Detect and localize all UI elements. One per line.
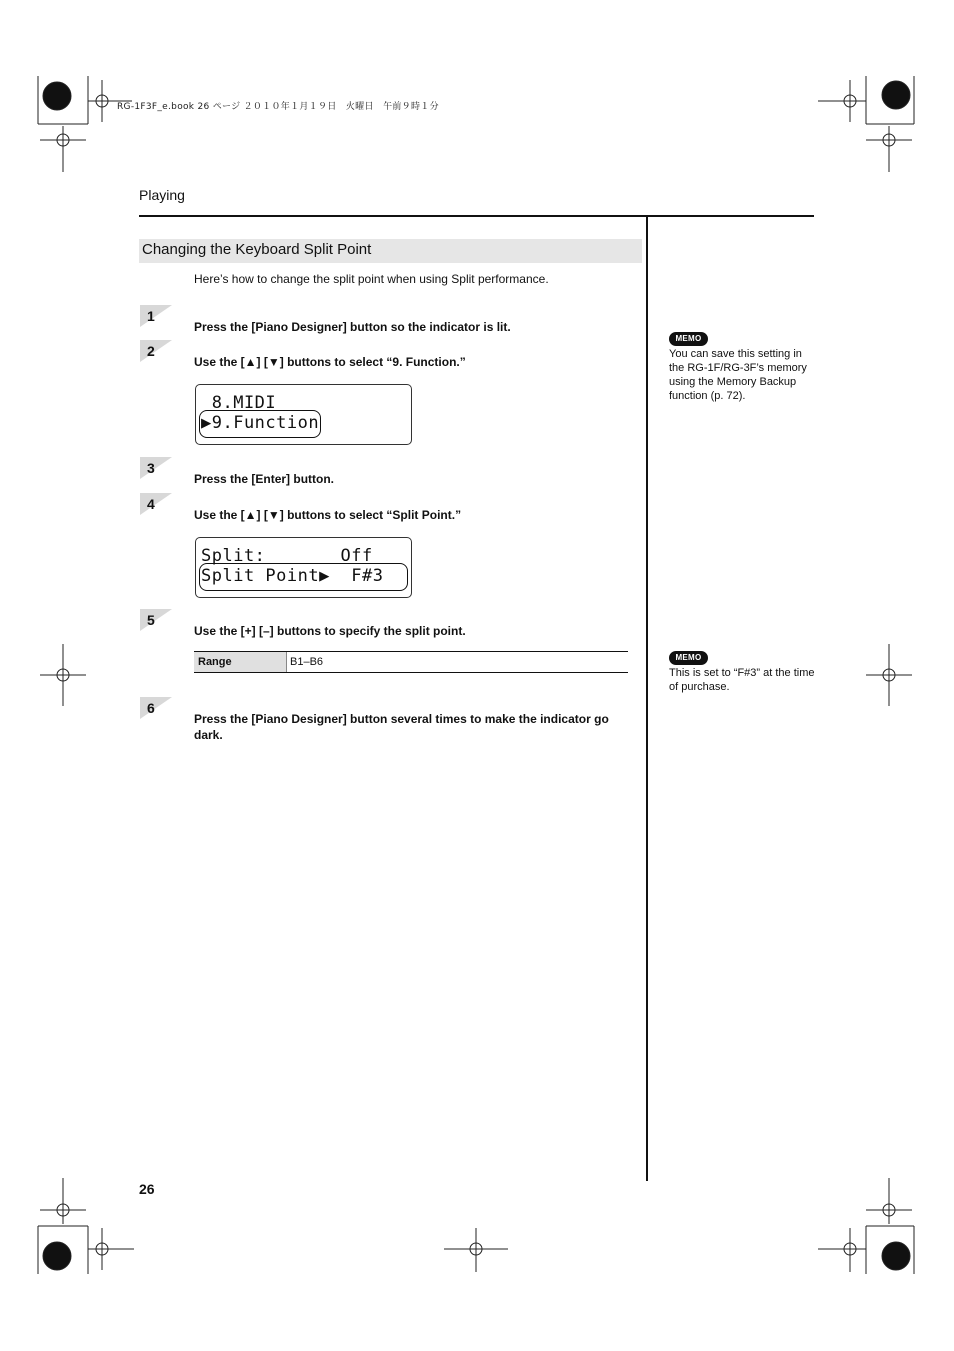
memo-text	[669, 666, 815, 694]
memo-badge: MEMO	[669, 332, 708, 346]
section-label: Playing	[139, 187, 185, 203]
column-divider	[646, 215, 648, 1181]
intro-text: Here’s how to change the split point when using Split performance.	[194, 272, 549, 286]
lcd-line-1: Split: Off	[201, 546, 373, 566]
step-number-4: 4	[140, 493, 172, 515]
step-4-text: Use the [▲] [▼] buttons to select “Split Point.”	[194, 508, 462, 522]
memo-line: You can save this setting in	[669, 348, 802, 360]
lcd-line-2: Split Point▶ F#3	[201, 566, 384, 586]
header-rule	[139, 215, 814, 217]
lcd-line-2: ▶9.Function	[201, 413, 320, 433]
step-number-6: 6	[140, 697, 172, 719]
step-6-text-line2: dark.	[194, 728, 223, 742]
memo-line: function (p. 72).	[669, 390, 746, 402]
step-6-text-line1: Press the [Piano Designer] button several times to make the indicator go	[194, 712, 609, 726]
step-number-2: 2	[140, 340, 172, 362]
section-title: Changing the Keyboard Split Point	[142, 241, 372, 258]
memo-text	[669, 347, 815, 403]
memo-line: of purchase.	[669, 681, 730, 693]
step-number-1: 1	[140, 305, 172, 327]
memo-line: using the Memory Backup	[669, 376, 797, 388]
step-number-3: 3	[140, 457, 172, 479]
step-5-text: Use the [+] [–] buttons to specify the split point.	[194, 624, 466, 638]
range-label: Range	[194, 652, 287, 672]
step-3-text: Press the [Enter] button.	[194, 472, 335, 486]
lcd-line-1: 8.MIDI	[201, 393, 277, 413]
step-1-text: Press the [Piano Designer] button so the indicator is lit.	[194, 320, 511, 334]
step-number-5: 5	[140, 609, 172, 631]
memo-badge: MEMO	[669, 651, 708, 665]
file-meta-header: RG-1F3F_e.book 26 ページ ２０１０年１月１９日 火曜日 午前９時１分	[117, 102, 439, 112]
memo-line: This is set to “F#3” at the time	[669, 667, 815, 679]
step-2-text: Use the [▲] [▼] buttons to select “9. Function.”	[194, 355, 466, 369]
lcd-display-split-point	[195, 537, 412, 598]
range-table	[194, 651, 628, 673]
range-value: B1–B6	[290, 656, 324, 668]
memo-line: the RG-1F/RG-3F’s memory	[669, 362, 807, 374]
lcd-display-function	[195, 384, 412, 445]
page-number: 26	[139, 1181, 155, 1197]
